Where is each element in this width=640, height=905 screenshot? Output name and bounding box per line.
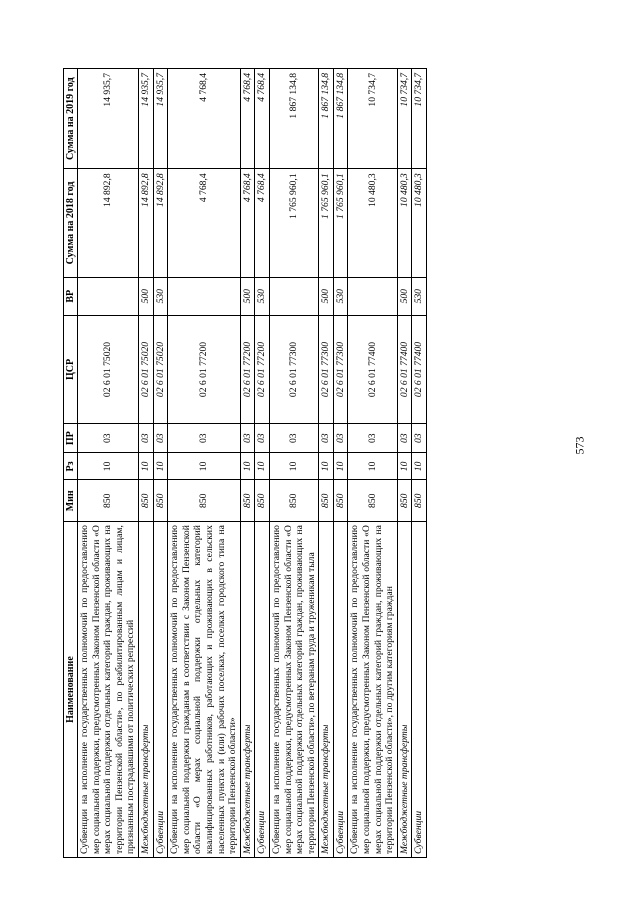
- cell-sum-2018: 14 892,8: [78, 169, 139, 277]
- table-row: [153, 69, 168, 858]
- cell-vr: 530: [255, 277, 270, 315]
- cell-rz: 10: [333, 453, 348, 480]
- cell-name: Межбюджетные трансферты: [397, 522, 412, 858]
- header-name: Наименование: [64, 522, 78, 858]
- cell-name: Субвенции: [333, 522, 348, 858]
- cell-pr: 03: [319, 424, 334, 453]
- header-sum-2018: Сумма на 2018 год: [64, 169, 78, 277]
- cell-pr: 03: [255, 424, 270, 453]
- cell-rz: 10: [412, 453, 427, 480]
- cell-sum-2018: 1 765 960,1: [333, 169, 348, 277]
- cell-csr: 02 6 01 75020: [138, 315, 153, 423]
- table-row: [240, 69, 255, 858]
- cell-rz: 10: [138, 453, 153, 480]
- cell-vr: [168, 277, 241, 315]
- cell-name: Межбюджетные трансферты: [319, 522, 334, 858]
- cell-csr: 02 6 01 77200: [255, 315, 270, 423]
- cell-sum-2019: 10 734,7: [412, 69, 427, 169]
- cell-sum-2018: 14 892,8: [138, 169, 153, 277]
- cell-name: Субвенции на исполнение государственных полномочий по предоставлению мер социальной поддержки, предусмотренных Законом Пензенской области «О мерах социальной поддержки отдельных категорий граждан, проживающих на территории Пензенской области», по реабилитированным лицам и лицам, признанным пострадавшими от политических репрессий: [78, 522, 139, 858]
- cell-pr: 03: [240, 424, 255, 453]
- cell-sum-2018: 14 892,8: [153, 169, 168, 277]
- table-row: [138, 69, 153, 858]
- cell-sum-2018: 4 768,4: [240, 169, 255, 277]
- cell-pr: 03: [348, 424, 397, 453]
- cell-rz: 10: [153, 453, 168, 480]
- cell-rz: 10: [240, 453, 255, 480]
- header-csr: ЦСР: [64, 315, 78, 423]
- cell-vr: 500: [319, 277, 334, 315]
- cell-csr: 02 6 01 77300: [333, 315, 348, 423]
- cell-pr: 03: [168, 424, 241, 453]
- cell-vr: 500: [240, 277, 255, 315]
- table-row: [78, 69, 139, 858]
- cell-sum-2019: 4 768,4: [168, 69, 241, 169]
- cell-name: Субвенции на исполнение государственных полномочий по предоставлению мер социальной поддержки, предусмотренных Законом Пензенской области «О мерах социальной поддержки отдельных категорий граждан, проживающих на территории Пензенской области», по другим категориям граждан: [348, 522, 397, 858]
- cell-min: 850: [333, 480, 348, 522]
- cell-sum-2019: 14 935,7: [78, 69, 139, 169]
- cell-sum-2018: 10 480,3: [348, 169, 397, 277]
- cell-vr: 530: [153, 277, 168, 315]
- cell-sum-2019: 10 734,7: [397, 69, 412, 169]
- cell-vr: 530: [333, 277, 348, 315]
- cell-sum-2019: 14 935,7: [153, 69, 168, 169]
- cell-csr: 02 6 01 75020: [78, 315, 139, 423]
- cell-min: 850: [348, 480, 397, 522]
- cell-csr: 02 6 01 77200: [240, 315, 255, 423]
- table-row: [333, 69, 348, 858]
- cell-sum-2019: 10 734,7: [348, 69, 397, 169]
- cell-min: 850: [168, 480, 241, 522]
- cell-min: 850: [78, 480, 139, 522]
- cell-name: Межбюджетные трансферты: [240, 522, 255, 858]
- cell-csr: 02 6 01 77400: [348, 315, 397, 423]
- cell-sum-2018: 10 480,3: [412, 169, 427, 277]
- cell-vr: [78, 277, 139, 315]
- table-row: [168, 69, 241, 858]
- cell-vr: [269, 277, 318, 315]
- cell-csr: 02 6 01 77400: [412, 315, 427, 423]
- header-vr: ВР: [64, 277, 78, 315]
- cell-pr: 03: [138, 424, 153, 453]
- cell-pr: 03: [269, 424, 318, 453]
- cell-name: Субвенции: [255, 522, 270, 858]
- header-min: Мин: [64, 480, 78, 522]
- cell-sum-2019: 14 935,7: [138, 69, 153, 169]
- table-row: [412, 69, 427, 858]
- cell-pr: 03: [78, 424, 139, 453]
- cell-csr: 02 6 01 77400: [397, 315, 412, 423]
- header-pr: ПР: [64, 424, 78, 453]
- cell-name: Субвенции на исполнение государственных полномочий по предоставлению мер социальной поддержки, предусмотренных Законом Пензенской области «О мерах социальной поддержки отдельных категорий граждан, проживающих на территории Пензенской области», по ветеранам труда и труженикам тыла: [269, 522, 318, 858]
- cell-sum-2019: 1 867 134,8: [319, 69, 334, 169]
- cell-min: 850: [412, 480, 427, 522]
- table-row: [348, 69, 397, 858]
- cell-min: 850: [255, 480, 270, 522]
- cell-vr: [348, 277, 397, 315]
- cell-sum-2019: 1 867 134,8: [333, 69, 348, 169]
- cell-rz: 10: [269, 453, 318, 480]
- budget-table-container: [63, 68, 560, 858]
- cell-csr: 02 6 01 77200: [168, 315, 241, 423]
- cell-rz: 10: [319, 453, 334, 480]
- cell-vr: 500: [397, 277, 412, 315]
- cell-sum-2018: 1 765 960,1: [269, 169, 318, 277]
- cell-rz: 10: [78, 453, 139, 480]
- header-rz: Рз: [64, 453, 78, 480]
- table-row: [255, 69, 270, 858]
- cell-vr: 500: [138, 277, 153, 315]
- cell-sum-2019: 4 768,4: [255, 69, 270, 169]
- cell-pr: 03: [397, 424, 412, 453]
- cell-min: 850: [138, 480, 153, 522]
- table-row: [319, 69, 334, 858]
- table-row: [269, 69, 318, 858]
- budget-table: [63, 68, 427, 858]
- cell-rz: 10: [348, 453, 397, 480]
- cell-sum-2018: 10 480,3: [397, 169, 412, 277]
- cell-csr: 02 6 01 77300: [269, 315, 318, 423]
- cell-min: 850: [153, 480, 168, 522]
- cell-rz: 10: [168, 453, 241, 480]
- cell-name: Межбюджетные трансферты: [138, 522, 153, 858]
- cell-pr: 03: [412, 424, 427, 453]
- cell-min: 850: [240, 480, 255, 522]
- cell-min: 850: [397, 480, 412, 522]
- cell-pr: 03: [333, 424, 348, 453]
- cell-sum-2018: 4 768,4: [168, 169, 241, 277]
- cell-name: Субвенции: [412, 522, 427, 858]
- header-sum-2019: Сумма на 2019 год: [64, 69, 78, 169]
- table-body: [78, 69, 427, 858]
- cell-min: 850: [269, 480, 318, 522]
- cell-vr: 530: [412, 277, 427, 315]
- cell-sum-2019: 1 867 134,8: [269, 69, 318, 169]
- table-header-row: [64, 69, 78, 858]
- page-number: 573: [572, 436, 587, 455]
- cell-name: Субвенции на исполнение государственных полномочий по предоставлению мер социальной поддержки гражданам в соответствии с Законом Пензенской области «О мерах социальной поддержки отдельных категорий квалифицированных работников, работающих и проживающих в сельских населенных пунктах и (или) рабочих поселках, поселках городского типа на территории Пензенской области»: [168, 522, 241, 858]
- cell-name: Субвенции: [153, 522, 168, 858]
- cell-pr: 03: [153, 424, 168, 453]
- cell-rz: 10: [397, 453, 412, 480]
- cell-sum-2018: 4 768,4: [255, 169, 270, 277]
- table-row: [397, 69, 412, 858]
- cell-csr: 02 6 01 75020: [153, 315, 168, 423]
- cell-sum-2019: 4 768,4: [240, 69, 255, 169]
- cell-csr: 02 6 01 77300: [319, 315, 334, 423]
- cell-rz: 10: [255, 453, 270, 480]
- cell-min: 850: [319, 480, 334, 522]
- cell-sum-2018: 1 765 960,1: [319, 169, 334, 277]
